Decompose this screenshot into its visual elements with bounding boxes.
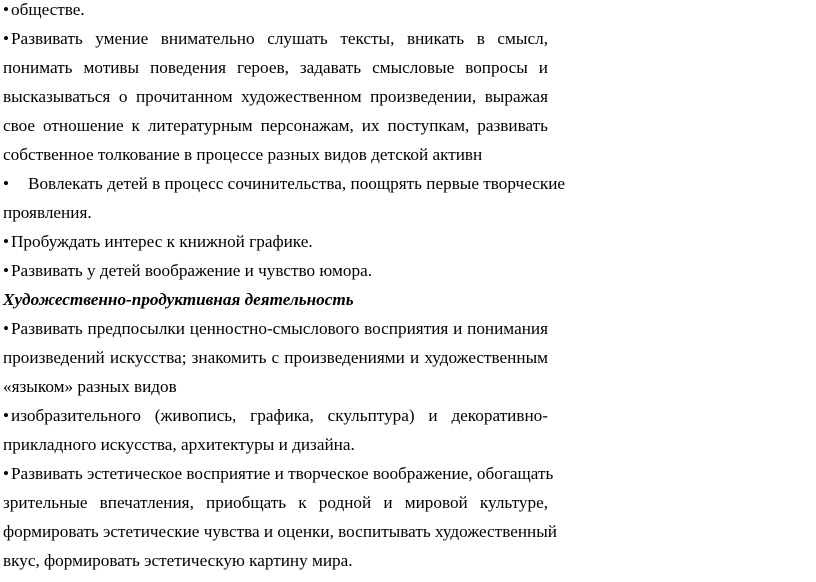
line-text: проявления. [3,203,92,222]
line-text: понимать мотивы поведения героев, задавать смысловые вопросы и [3,58,548,77]
line-text: Развивать умение внимательно слушать тексты, вникать в смысл, [11,29,548,48]
text-line [3,261,548,281]
text-line [3,203,548,223]
bullet: • [3,406,10,425]
line-text: Пробуждать интерес к книжной графике. [11,232,313,251]
line-text: прикладного искусства, архитектуры и дизайна. [3,435,355,454]
text-line [3,435,548,455]
text-line [3,348,548,368]
text-line [3,232,548,252]
text-line [3,319,548,339]
line-text: зрительные впечатления, приобщать к родной и мировой культуре, [3,493,548,512]
bullet: • [3,174,10,193]
text-line [3,551,548,571]
line-text: обществе. [11,0,85,19]
text-line [3,29,548,49]
line-text: Развивать у детей воображение и чувство юмора. [11,261,373,280]
text-line [3,116,548,136]
text-line [3,0,548,20]
text-line [3,174,566,194]
line-text: изобразительного (живопись, графика, скульптура) и декоративно- [11,406,548,425]
text-line [3,493,548,513]
line-text: Развивать предпосылки ценностно-смыслового восприятия и понимания [11,319,548,338]
line-text: произведений искусства; знакомить с произведениями и художественным [3,348,548,367]
line-text: «языком» разных видов [3,377,177,396]
line-text: Развивать эстетическое восприятие и творческое воображение, обогащать [11,464,554,483]
line-text: вкус, формировать эстетическую картину мира. [3,551,353,570]
line-text: формировать эстетические чувства и оценки, воспитывать художественный [3,522,557,541]
text-line [3,406,548,426]
section-heading [3,290,548,310]
text-line [3,522,557,542]
bullet: • [3,232,10,251]
text-line [3,145,548,165]
bullet: • [3,319,10,338]
line-text: свое отношение к литературным персонажам, их поступкам, развивать [3,116,548,135]
text-line [3,464,554,484]
heading-text: Художественно-продуктивная деятельность [3,290,354,309]
bullet: • [3,29,10,48]
text-line [3,377,548,397]
bullet: • [3,464,10,483]
line-text: Вовлекать детей в процесс сочинительства, поощрять первые творческие [28,174,566,193]
bullet: • [3,0,10,19]
bullet: • [3,261,10,280]
line-text: высказываться о прочитанном художественном произведении, выражая [3,87,548,106]
text-line [3,58,548,78]
line-text: собственное толкование в процессе разных видов детской активн [3,145,483,164]
text-line [3,87,548,107]
